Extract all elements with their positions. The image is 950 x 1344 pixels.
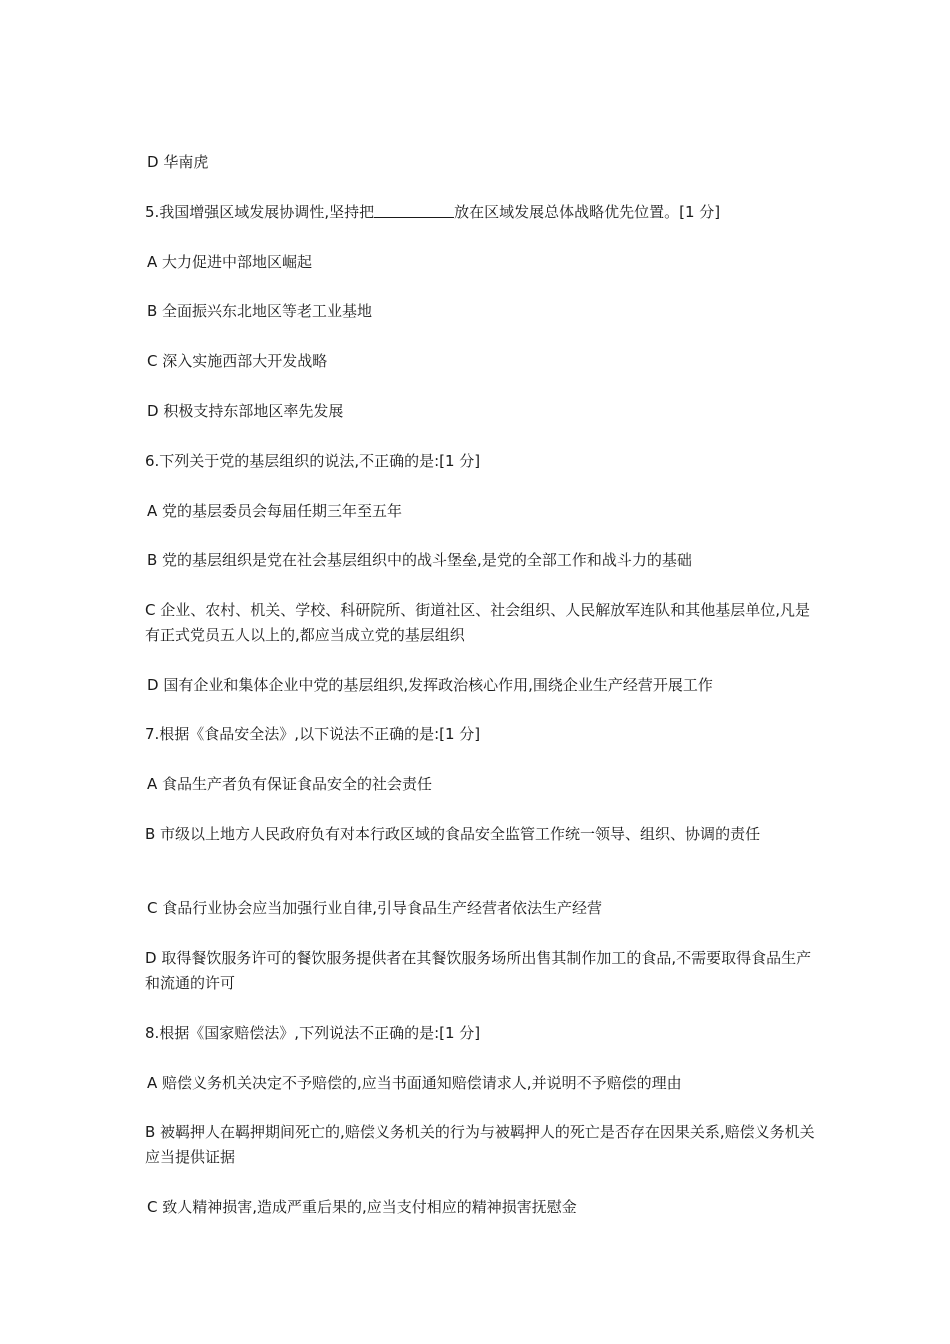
q7-question: 7.根据《食品安全法》,以下说法不正确的是:[1 分] bbox=[145, 725, 481, 743]
q8-question: 8.根据《国家赔偿法》,下列说法不正确的是:[1 分] bbox=[145, 1024, 481, 1042]
q6-option-b: B 党的基层组织是党在社会基层组织中的战斗堡垒,是党的全部工作和战斗力的基础 bbox=[147, 551, 692, 569]
q6-option-c: C 企业、农村、机关、学校、科研院所、街道社区、社会组织、人民解放军连队和其他基层单位,凡是有正式党员五人以上的,都应当成立党的基层组织 bbox=[145, 601, 811, 644]
q8-option-c: C 致人精神损害,造成严重后果的,应当支付相应的精神损害抚慰金 bbox=[147, 1198, 577, 1216]
q6-question: 6.下列关于党的基层组织的说法,不正确的是:[1 分] bbox=[145, 452, 481, 470]
q6-option-d: D 国有企业和集体企业中党的基层组织,发挥政治核心作用,围绕企业生产经营开展工作 bbox=[147, 676, 713, 694]
q8-option-b: B 被羁押人在羁押期间死亡的,赔偿义务机关的行为与被羁押人的死亡是否存在因果关系,赔偿义务机关应当提供证据 bbox=[145, 1123, 815, 1166]
q5-question-text-end: 放在区域发展总体战略优先位置。[1 分] bbox=[454, 203, 721, 221]
q5-blank bbox=[374, 203, 454, 218]
q5-option-b: B 全面振兴东北地区等老工业基地 bbox=[147, 302, 373, 320]
q6-option-a: A 党的基层委员会每届任期三年至五年 bbox=[147, 502, 403, 520]
q5-option-c: C 深入实施西部大开发战略 bbox=[147, 352, 328, 370]
q7-option-a: A 食品生产者负有保证食品安全的社会责任 bbox=[147, 775, 433, 793]
q5-question-text-start: 5.我国增强区域发展协调性,坚持把 bbox=[145, 203, 375, 221]
q5-option-a: A 大力促进中部地区崛起 bbox=[147, 253, 313, 271]
q5-question bbox=[145, 200, 815, 225]
q7-option-c: C 食品行业协会应当加强行业自律,引导食品生产经营者依法生产经营 bbox=[147, 899, 603, 917]
q7-option-b: B 市级以上地方人民政府负有对本行政区域的食品安全监管工作统一领导、组织、协调的责任 bbox=[145, 825, 761, 843]
q8-option-a: A 赔偿义务机关决定不予赔偿的,应当书面通知赔偿请求人,并说明不予赔偿的理由 bbox=[147, 1074, 682, 1092]
q7-option-d: D 取得餐饮服务许可的餐饮服务提供者在其餐饮服务场所出售其制作加工的食品,不需要取得食品生产和流通的许可 bbox=[145, 949, 812, 992]
q4-option-d: D 华南虎 bbox=[147, 153, 209, 171]
q5-option-d: D 积极支持东部地区率先发展 bbox=[147, 402, 344, 420]
